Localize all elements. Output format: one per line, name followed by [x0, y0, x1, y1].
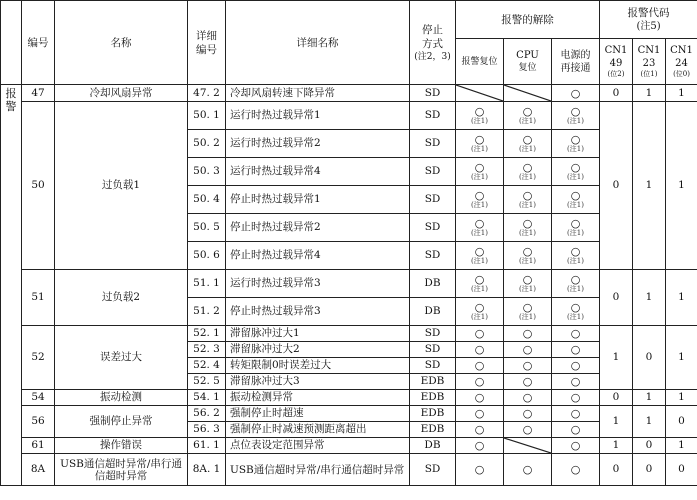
header-stop-method-line1: 停止	[422, 23, 443, 36]
circle-mark: ○	[522, 391, 533, 404]
circle-mark: ○	[570, 439, 581, 452]
alarm-code-cn1-23: 0	[633, 438, 666, 454]
detail-number: 50. 4	[188, 186, 226, 214]
alarm-name: 过负载2	[55, 270, 188, 326]
header-detail-number-line1: 详细	[196, 29, 217, 42]
table-row	[1, 438, 697, 454]
stop-method: SD	[410, 242, 456, 270]
clear-cell-power	[552, 326, 600, 342]
circle-mark: ○	[570, 463, 581, 476]
clear-cell-power	[552, 342, 600, 358]
alarm-code-cn1-49: 0	[600, 390, 633, 406]
circle-mark: ○	[522, 217, 533, 230]
clear-cell-power	[552, 298, 600, 326]
header-cn1-23	[633, 39, 666, 85]
note-1-label: (注1)	[519, 201, 536, 209]
circle-mark: ○	[570, 189, 581, 202]
clear-cell-power	[552, 85, 600, 102]
header-number: 编号	[22, 1, 55, 85]
header-cn1-23-line2: 23	[642, 58, 656, 69]
clear-cell-cpu	[504, 342, 552, 358]
detail-name: 停止时热过载异常1	[226, 186, 410, 214]
detail-name: 运行时热过载异常1	[226, 102, 410, 130]
circle-mark: ○	[474, 391, 485, 404]
detail-number: 8A. 1	[188, 454, 226, 486]
detail-number: 51. 2	[188, 298, 226, 326]
clear-cell-power	[552, 358, 600, 374]
circle-mark: ○	[570, 327, 581, 340]
header-stop-method-line3: (注2，3)	[414, 51, 451, 62]
table-row	[1, 102, 697, 130]
stop-method: SD	[410, 358, 456, 374]
circle-mark: ○	[474, 189, 485, 202]
clear-cell-reset	[456, 406, 504, 422]
clear-cell-cpu	[504, 390, 552, 406]
clear-cell-cpu	[504, 374, 552, 390]
clear-cell-cpu	[504, 298, 552, 326]
alarm-code-cn1-49: 1	[600, 438, 633, 454]
diagonal-slash-mark	[456, 85, 503, 101]
detail-number: 50. 3	[188, 158, 226, 186]
circle-mark: ○	[474, 407, 485, 420]
note-1-label: (注1)	[567, 285, 584, 293]
detail-number: 54. 1	[188, 390, 226, 406]
table-row	[1, 406, 697, 422]
table-row	[1, 270, 697, 298]
note-1-label: (注1)	[567, 313, 584, 321]
clear-cell-reset	[456, 130, 504, 158]
note-1-label: (注1)	[567, 201, 584, 209]
circle-mark: ○	[522, 105, 533, 118]
clear-cell-reset	[456, 326, 504, 342]
side-label-char-2: 警	[5, 100, 17, 113]
alarm-name: 冷却风扇异常	[55, 85, 188, 102]
header-detail-name: 详细名称	[226, 1, 410, 85]
detail-name: 点位表设定范围异常	[226, 438, 410, 454]
clear-cell-reset	[456, 358, 504, 374]
header-cn1-23-line1: CN1	[637, 45, 661, 56]
circle-mark: ○	[474, 217, 485, 230]
circle-mark: ○	[570, 217, 581, 230]
clear-cell-power	[552, 390, 600, 406]
clear-cell-power	[552, 242, 600, 270]
note-1-label: (注1)	[471, 201, 488, 209]
diagonal-slash-mark	[504, 438, 551, 453]
detail-name: 振动检测异常	[226, 390, 410, 406]
note-1-label: (注1)	[519, 285, 536, 293]
alarm-code-cn1-24: 0	[666, 406, 697, 438]
detail-number: 52. 3	[188, 342, 226, 358]
detail-name: 运行时热过载异常4	[226, 158, 410, 186]
alarm-number: 56	[22, 406, 55, 438]
detail-name: 滞留脉冲过大3	[226, 374, 410, 390]
header-clear-cpu	[504, 39, 552, 85]
header-cn1-49	[600, 39, 633, 85]
stop-method: SD	[410, 130, 456, 158]
note-1-label: (注1)	[519, 313, 536, 321]
circle-mark: ○	[570, 359, 581, 372]
alarm-name: 操作错误	[55, 438, 188, 454]
clear-cell-cpu	[504, 214, 552, 242]
alarm-number: 61	[22, 438, 55, 454]
circle-mark: ○	[474, 105, 485, 118]
circle-mark: ○	[570, 343, 581, 356]
table-row	[1, 454, 697, 486]
header-name: 名称	[55, 1, 188, 85]
stop-method: SD	[410, 158, 456, 186]
circle-mark: ○	[522, 327, 533, 340]
alarm-code-cn1-49: 0	[600, 270, 633, 326]
alarm-code-cn1-23: 1	[633, 85, 666, 102]
header-clear-cpu-line1: CPU	[516, 50, 539, 61]
note-1-label: (注1)	[567, 229, 584, 237]
stop-method: SD	[410, 342, 456, 358]
header-stop-method	[410, 1, 456, 85]
stop-method: EDB	[410, 374, 456, 390]
detail-name: 运行时热过载异常3	[226, 270, 410, 298]
detail-name: 滞留脉冲过大1	[226, 326, 410, 342]
circle-mark: ○	[474, 273, 485, 286]
clear-cell-cpu	[504, 326, 552, 342]
circle-mark: ○	[474, 133, 485, 146]
circle-mark: ○	[522, 407, 533, 420]
clear-cell-reset	[456, 85, 504, 102]
note-1-label: (注1)	[567, 257, 584, 265]
stop-method: DB	[410, 438, 456, 454]
alarm-code-cn1-23: 1	[633, 270, 666, 326]
clear-cell-reset	[456, 214, 504, 242]
header-detail-number	[188, 1, 226, 85]
header-clear-power	[552, 39, 600, 85]
clear-cell-cpu	[504, 186, 552, 214]
alarm-code-cn1-24: 1	[666, 390, 697, 406]
alarm-code-cn1-49: 0	[600, 102, 633, 270]
circle-mark: ○	[522, 359, 533, 372]
note-1-label: (注1)	[471, 117, 488, 125]
alarm-name: 误差过大	[55, 326, 188, 390]
alarm-code-cn1-49: 1	[600, 406, 633, 438]
note-1-label: (注1)	[519, 229, 536, 237]
clear-cell-power	[552, 102, 600, 130]
clear-cell-power	[552, 438, 600, 454]
alarm-name: 强制停止异常	[55, 406, 188, 438]
clear-cell-reset	[456, 158, 504, 186]
stop-method: DB	[410, 270, 456, 298]
header-code-line2: (注5)	[636, 21, 661, 32]
detail-number: 50. 2	[188, 130, 226, 158]
note-1-label: (注1)	[519, 257, 536, 265]
circle-mark: ○	[522, 189, 533, 202]
detail-number: 61. 1	[188, 438, 226, 454]
circle-mark: ○	[522, 375, 533, 388]
note-1-label: (注1)	[567, 173, 584, 181]
clear-cell-cpu	[504, 406, 552, 422]
header-cn1-24	[666, 39, 697, 85]
alarm-code-cn1-49: 0	[600, 454, 633, 486]
clear-cell-reset	[456, 422, 504, 438]
circle-mark: ○	[522, 301, 533, 314]
detail-number: 50. 5	[188, 214, 226, 242]
clear-cell-reset	[456, 438, 504, 454]
header-cn1-49-line3: (位2)	[607, 70, 625, 78]
clear-cell-cpu	[504, 158, 552, 186]
alarm-code-cn1-23: 1	[633, 406, 666, 438]
detail-name: 转矩限制0时误差过大	[226, 358, 410, 374]
clear-cell-reset	[456, 270, 504, 298]
alarm-code-cn1-24: 0	[666, 454, 697, 486]
alarm-code-cn1-23: 0	[633, 454, 666, 486]
circle-mark: ○	[570, 161, 581, 174]
detail-name: 强制停止时超速	[226, 406, 410, 422]
clear-cell-cpu	[504, 358, 552, 374]
circle-mark: ○	[570, 105, 581, 118]
note-1-label: (注1)	[471, 229, 488, 237]
alarm-code-cn1-24: 1	[666, 270, 697, 326]
alarm-table-body	[1, 85, 697, 486]
circle-mark: ○	[570, 407, 581, 420]
side-category-label	[1, 85, 22, 486]
alarm-number: 52	[22, 326, 55, 390]
clear-cell-cpu	[504, 438, 552, 454]
circle-mark: ○	[474, 161, 485, 174]
clear-cell-cpu	[504, 270, 552, 298]
clear-cell-cpu	[504, 85, 552, 102]
clear-cell-reset	[456, 342, 504, 358]
note-1-label: (注1)	[471, 173, 488, 181]
alarm-number: 8A	[22, 454, 55, 486]
alarm-number: 51	[22, 270, 55, 326]
clear-cell-power	[552, 186, 600, 214]
stop-method: SD	[410, 214, 456, 242]
header-cn1-24-line1: CN1	[670, 45, 693, 56]
clear-cell-reset	[456, 186, 504, 214]
alarm-number: 47	[22, 85, 55, 102]
clear-cell-reset	[456, 374, 504, 390]
clear-cell-reset	[456, 390, 504, 406]
note-1-label: (注1)	[471, 257, 488, 265]
header-cn1-24-line2: 24	[675, 58, 688, 69]
clear-cell-cpu	[504, 102, 552, 130]
circle-mark: ○	[474, 375, 485, 388]
header-code-group	[600, 1, 697, 39]
circle-mark: ○	[522, 343, 533, 356]
header-clear-power-line1: 电源的	[560, 49, 591, 61]
detail-number: 50. 6	[188, 242, 226, 270]
circle-mark: ○	[570, 301, 581, 314]
note-1-label: (注1)	[567, 145, 584, 153]
detail-name: 冷却风扇转速下降异常	[226, 85, 410, 102]
circle-mark: ○	[522, 161, 533, 174]
alarm-code-cn1-23: 1	[633, 390, 666, 406]
clear-cell-power	[552, 374, 600, 390]
alarm-name: 振动检测	[55, 390, 188, 406]
header-clear-group: 报警的解除	[456, 1, 600, 39]
circle-mark: ○	[522, 463, 533, 476]
circle-mark: ○	[570, 245, 581, 258]
circle-mark: ○	[570, 375, 581, 388]
table-row	[1, 390, 697, 406]
circle-mark: ○	[474, 301, 485, 314]
clear-cell-power	[552, 406, 600, 422]
detail-name: USB通信超时异常/串行通信超时异常	[226, 454, 410, 486]
circle-mark: ○	[522, 423, 533, 436]
alarm-code-cn1-23: 0	[633, 326, 666, 390]
note-1-label: (注1)	[519, 117, 536, 125]
detail-number: 52. 5	[188, 374, 226, 390]
clear-cell-cpu	[504, 130, 552, 158]
detail-name: 强制停止时减速预测距离超出	[226, 422, 410, 438]
clear-cell-cpu	[504, 242, 552, 270]
stop-method: EDB	[410, 406, 456, 422]
header-code-line1: 报警代码	[627, 7, 670, 19]
header-cn1-24-line3: (位0)	[673, 70, 690, 78]
alarm-code-cn1-49: 0	[600, 85, 633, 102]
alarm-number: 54	[22, 390, 55, 406]
detail-number: 56. 3	[188, 422, 226, 438]
detail-number: 56. 2	[188, 406, 226, 422]
detail-name: 滞留脉冲过大2	[226, 342, 410, 358]
stop-method: EDB	[410, 390, 456, 406]
stop-method: SD	[410, 326, 456, 342]
header-clear-reset: 报警复位	[456, 39, 504, 85]
clear-cell-power	[552, 270, 600, 298]
alarm-code-cn1-24: 1	[666, 85, 697, 102]
header-corner	[1, 1, 22, 85]
circle-mark: ○	[474, 463, 485, 476]
clear-cell-reset	[456, 102, 504, 130]
stop-method: SD	[410, 454, 456, 486]
circle-mark: ○	[474, 439, 485, 452]
header-cn1-49-line2: 49	[609, 58, 623, 69]
circle-mark: ○	[522, 133, 533, 146]
clear-cell-power	[552, 422, 600, 438]
stop-method: SD	[410, 186, 456, 214]
circle-mark: ○	[474, 359, 485, 372]
alarm-name: 过负载1	[55, 102, 188, 270]
clear-cell-power	[552, 130, 600, 158]
clear-cell-power	[552, 214, 600, 242]
side-label-char-1: 报	[5, 87, 17, 100]
table-row	[1, 326, 697, 342]
stop-method: EDB	[410, 422, 456, 438]
circle-mark: ○	[570, 391, 581, 404]
alarm-name: USB通信超时异常/串行通信超时异常	[55, 454, 188, 486]
circle-mark: ○	[474, 343, 485, 356]
clear-cell-reset	[456, 242, 504, 270]
note-1-label: (注1)	[519, 173, 536, 181]
note-1-label: (注1)	[471, 145, 488, 153]
detail-name: 停止时热过载异常2	[226, 214, 410, 242]
header-cn1-49-line1: CN1	[604, 45, 628, 56]
circle-mark: ○	[522, 273, 533, 286]
note-1-label: (注1)	[471, 313, 488, 321]
alarm-code-cn1-49: 1	[600, 326, 633, 390]
detail-name: 停止时热过载异常4	[226, 242, 410, 270]
detail-name: 运行时热过载异常2	[226, 130, 410, 158]
note-1-label: (注1)	[519, 145, 536, 153]
header-cn1-23-line3: (位1)	[640, 70, 658, 78]
header-clear-power-line2: 再接通	[560, 62, 591, 74]
detail-number: 51. 1	[188, 270, 226, 298]
diagonal-slash-mark	[504, 85, 551, 101]
detail-number: 52. 4	[188, 358, 226, 374]
clear-cell-cpu	[504, 422, 552, 438]
circle-mark: ○	[522, 245, 533, 258]
alarm-number: 50	[22, 102, 55, 270]
circle-mark: ○	[474, 245, 485, 258]
alarm-code-cn1-24: 1	[666, 438, 697, 454]
alarm-code-cn1-23: 1	[633, 102, 666, 270]
clear-cell-cpu	[504, 454, 552, 486]
clear-cell-power	[552, 454, 600, 486]
header-clear-cpu-line2: 复位	[518, 63, 537, 73]
detail-number: 52. 1	[188, 326, 226, 342]
circle-mark: ○	[570, 273, 581, 286]
circle-mark: ○	[570, 423, 581, 436]
note-1-label: (注1)	[567, 117, 584, 125]
clear-cell-reset	[456, 454, 504, 486]
header-stop-method-line2: 方式	[422, 37, 443, 50]
clear-cell-reset	[456, 298, 504, 326]
note-1-label: (注1)	[471, 285, 488, 293]
clear-cell-power	[552, 158, 600, 186]
detail-number: 50. 1	[188, 102, 226, 130]
circle-mark: ○	[570, 86, 581, 100]
detail-name: 停止时热过载异常3	[226, 298, 410, 326]
stop-method: DB	[410, 298, 456, 326]
alarm-code-cn1-24: 1	[666, 326, 697, 390]
alarm-code-cn1-24: 1	[666, 102, 697, 270]
header-detail-number-line2: 编号	[196, 43, 217, 56]
circle-mark: ○	[474, 327, 485, 340]
circle-mark: ○	[570, 133, 581, 146]
circle-mark: ○	[474, 423, 485, 436]
table-row	[1, 85, 697, 102]
stop-method: SD	[410, 102, 456, 130]
detail-number: 47. 2	[188, 85, 226, 102]
stop-method: SD	[410, 85, 456, 102]
